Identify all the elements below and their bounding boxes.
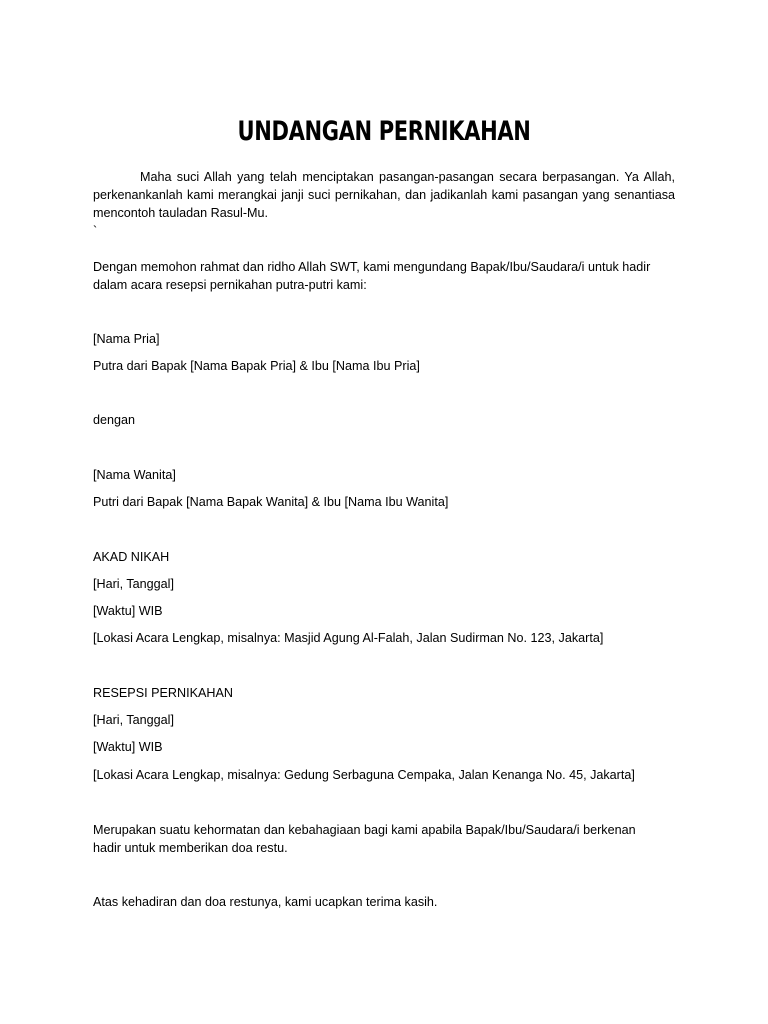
opening-line-3: mencontoh tauladan Rasul-Mu. <box>93 206 269 220</box>
closing-line-2: hadir untuk memberikan doa restu. <box>93 841 288 855</box>
opening-line-2: perkenankanlah kami merangkai janji suci pernikahan, dan jadikanlah kami pasangan yang senantiasa <box>93 188 675 202</box>
resepsi-time: [Waktu] WIB <box>93 740 163 754</box>
akad-time: [Waktu] WIB <box>93 604 163 618</box>
groom-parents: Putra dari Bapak [Nama Bapak Pria] & Ibu [Nama Ibu Pria] <box>93 359 420 373</box>
document-title: UNDANGAN PERNIKAHAN <box>237 116 531 147</box>
request-line-2: dalam acara resepsi pernikahan putra-putri kami: <box>93 278 367 292</box>
akad-heading: AKAD NIKAH <box>93 550 170 564</box>
akad-location: [Lokasi Acara Lengkap, misalnya: Masjid Agung Al-Falah, Jalan Sudirman No. 123, Jakarta] <box>93 631 604 645</box>
resepsi-location: [Lokasi Acara Lengkap, misalnya: Gedung Serbaguna Cempaka, Jalan Kenanga No. 45, Jakarta] <box>93 768 635 782</box>
closing-line-1: Merupakan suatu kehormatan dan kebahagiaan bagi kami apabila Bapak/Ibu/Saudara/i berkenan <box>93 823 636 837</box>
resepsi-date: [Hari, Tanggal] <box>93 713 174 727</box>
bride-parents: Putri dari Bapak [Nama Bapak Wanita] & Ibu [Nama Ibu Wanita] <box>93 495 449 509</box>
resepsi-heading: RESEPSI PERNIKAHAN <box>93 686 233 700</box>
thanks-line: Atas kehadiran dan doa restunya, kami ucapkan terima kasih. <box>93 895 438 909</box>
stray-mark: ` <box>93 224 98 238</box>
groom-name: [Nama Pria] <box>93 332 160 346</box>
request-line-1: Dengan memohon rahmat dan ridho Allah SWT, kami mengundang Bapak/Ibu/Saudara/i untuk hadir <box>93 260 651 274</box>
connector-text: dengan <box>93 413 136 427</box>
akad-date: [Hari, Tanggal] <box>93 577 174 591</box>
bride-name: [Nama Wanita] <box>93 468 176 482</box>
opening-line-1: Maha suci Allah yang telah menciptakan pasangan-pasangan secara berpasangan. Ya Allah, <box>140 170 675 184</box>
